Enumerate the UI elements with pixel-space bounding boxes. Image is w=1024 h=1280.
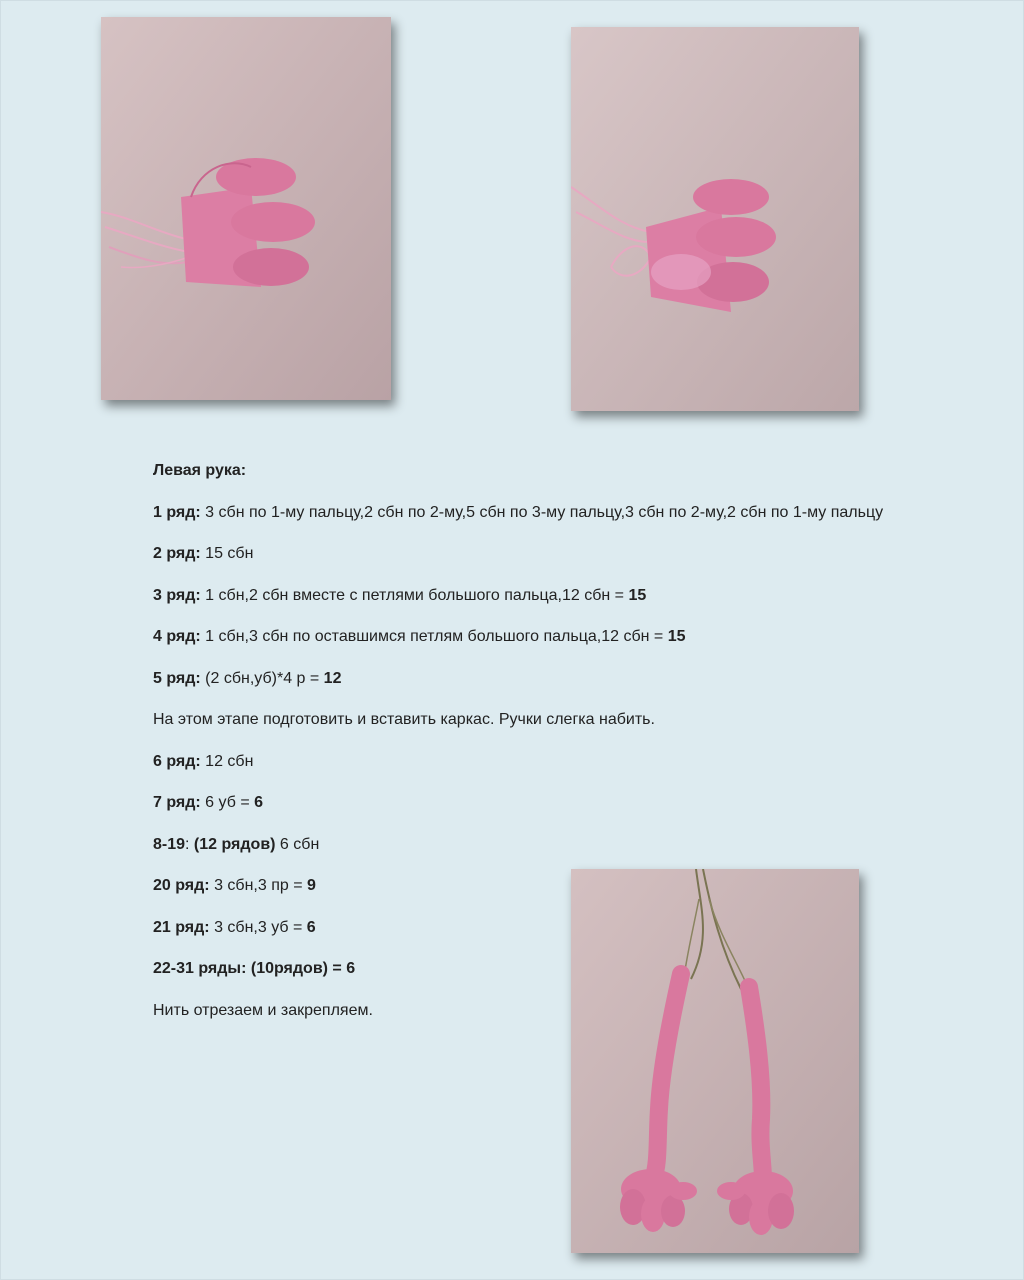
row-2 [153,542,953,566]
photo-left-hand-front [101,17,391,400]
row-5 [153,667,953,691]
note-finish: Нить отрезаем и закрепляем. [153,1001,373,1019]
row-text: 15 сбн [200,545,254,562]
photo-left-hand-back [571,27,859,411]
crochet-hand-side-image [571,27,859,411]
row-label: 5 ряд: [153,669,201,687]
row-label: 7 ряд: [153,794,201,811]
row-label: 2 ряд: [153,545,201,562]
row-label: 3 ряд: [153,586,201,604]
row-3 [153,584,953,608]
row-label: 20 ряд: [153,877,210,894]
row-text: 3 сбн,3 пр = [209,877,307,894]
row-label: 4 ряд: [153,628,201,645]
row-text: 1 сбн,2 сбн вместе с петлями большого пальца,12 сбн = [200,586,629,604]
crochet-hand-image [101,17,391,400]
row-result: 6 [254,794,264,811]
row-result: 15 [628,586,647,604]
row-label: 22-31 ряды: (10рядов) [153,960,328,977]
row-result: 9 [307,877,316,894]
row-colon: : [185,835,194,853]
row-6 [153,750,953,774]
section-heading: Левая рука: [153,462,247,479]
row-label: 6 ряд: [153,752,201,770]
row-text: = [327,960,347,977]
row-text: 3 сбн,3 уб = [209,918,307,936]
crochet-arms-image [571,869,859,1253]
row-result: 12 [323,669,342,687]
row-8-19 [153,833,953,857]
row-text: (2 сбн,уб)*4 р = [200,669,324,687]
row-text: 6 уб = [200,794,255,811]
photo-both-arms [571,869,859,1253]
row-text: 6 сбн [275,835,320,853]
row-text: 1 сбн,3 сбн по оставшимся петлям большого пальца,12 сбн = [200,628,668,645]
row-result: 6 [346,960,356,977]
row-count: (12 рядов) [193,835,276,853]
row-result: 15 [667,628,686,645]
note-frame: На этом этапе подготовить и вставить каркас. Ручки слегка набить. [153,711,655,728]
row-result: 6 [306,918,316,936]
row-text: 3 сбн по 1-му пальцу,2 сбн по 2-му,5 сбн по 3-му пальцу,3 сбн по 2-му,2 сбн по 1-му пальцу [200,503,884,521]
row-4 [153,625,953,649]
row-label: 21 ряд: [153,918,210,936]
row-label: 1 ряд: [153,503,201,521]
row-1 [153,501,953,525]
row-label: 8-19 [153,835,186,853]
row-7 [153,791,953,815]
row-text: 12 сбн [200,752,254,770]
